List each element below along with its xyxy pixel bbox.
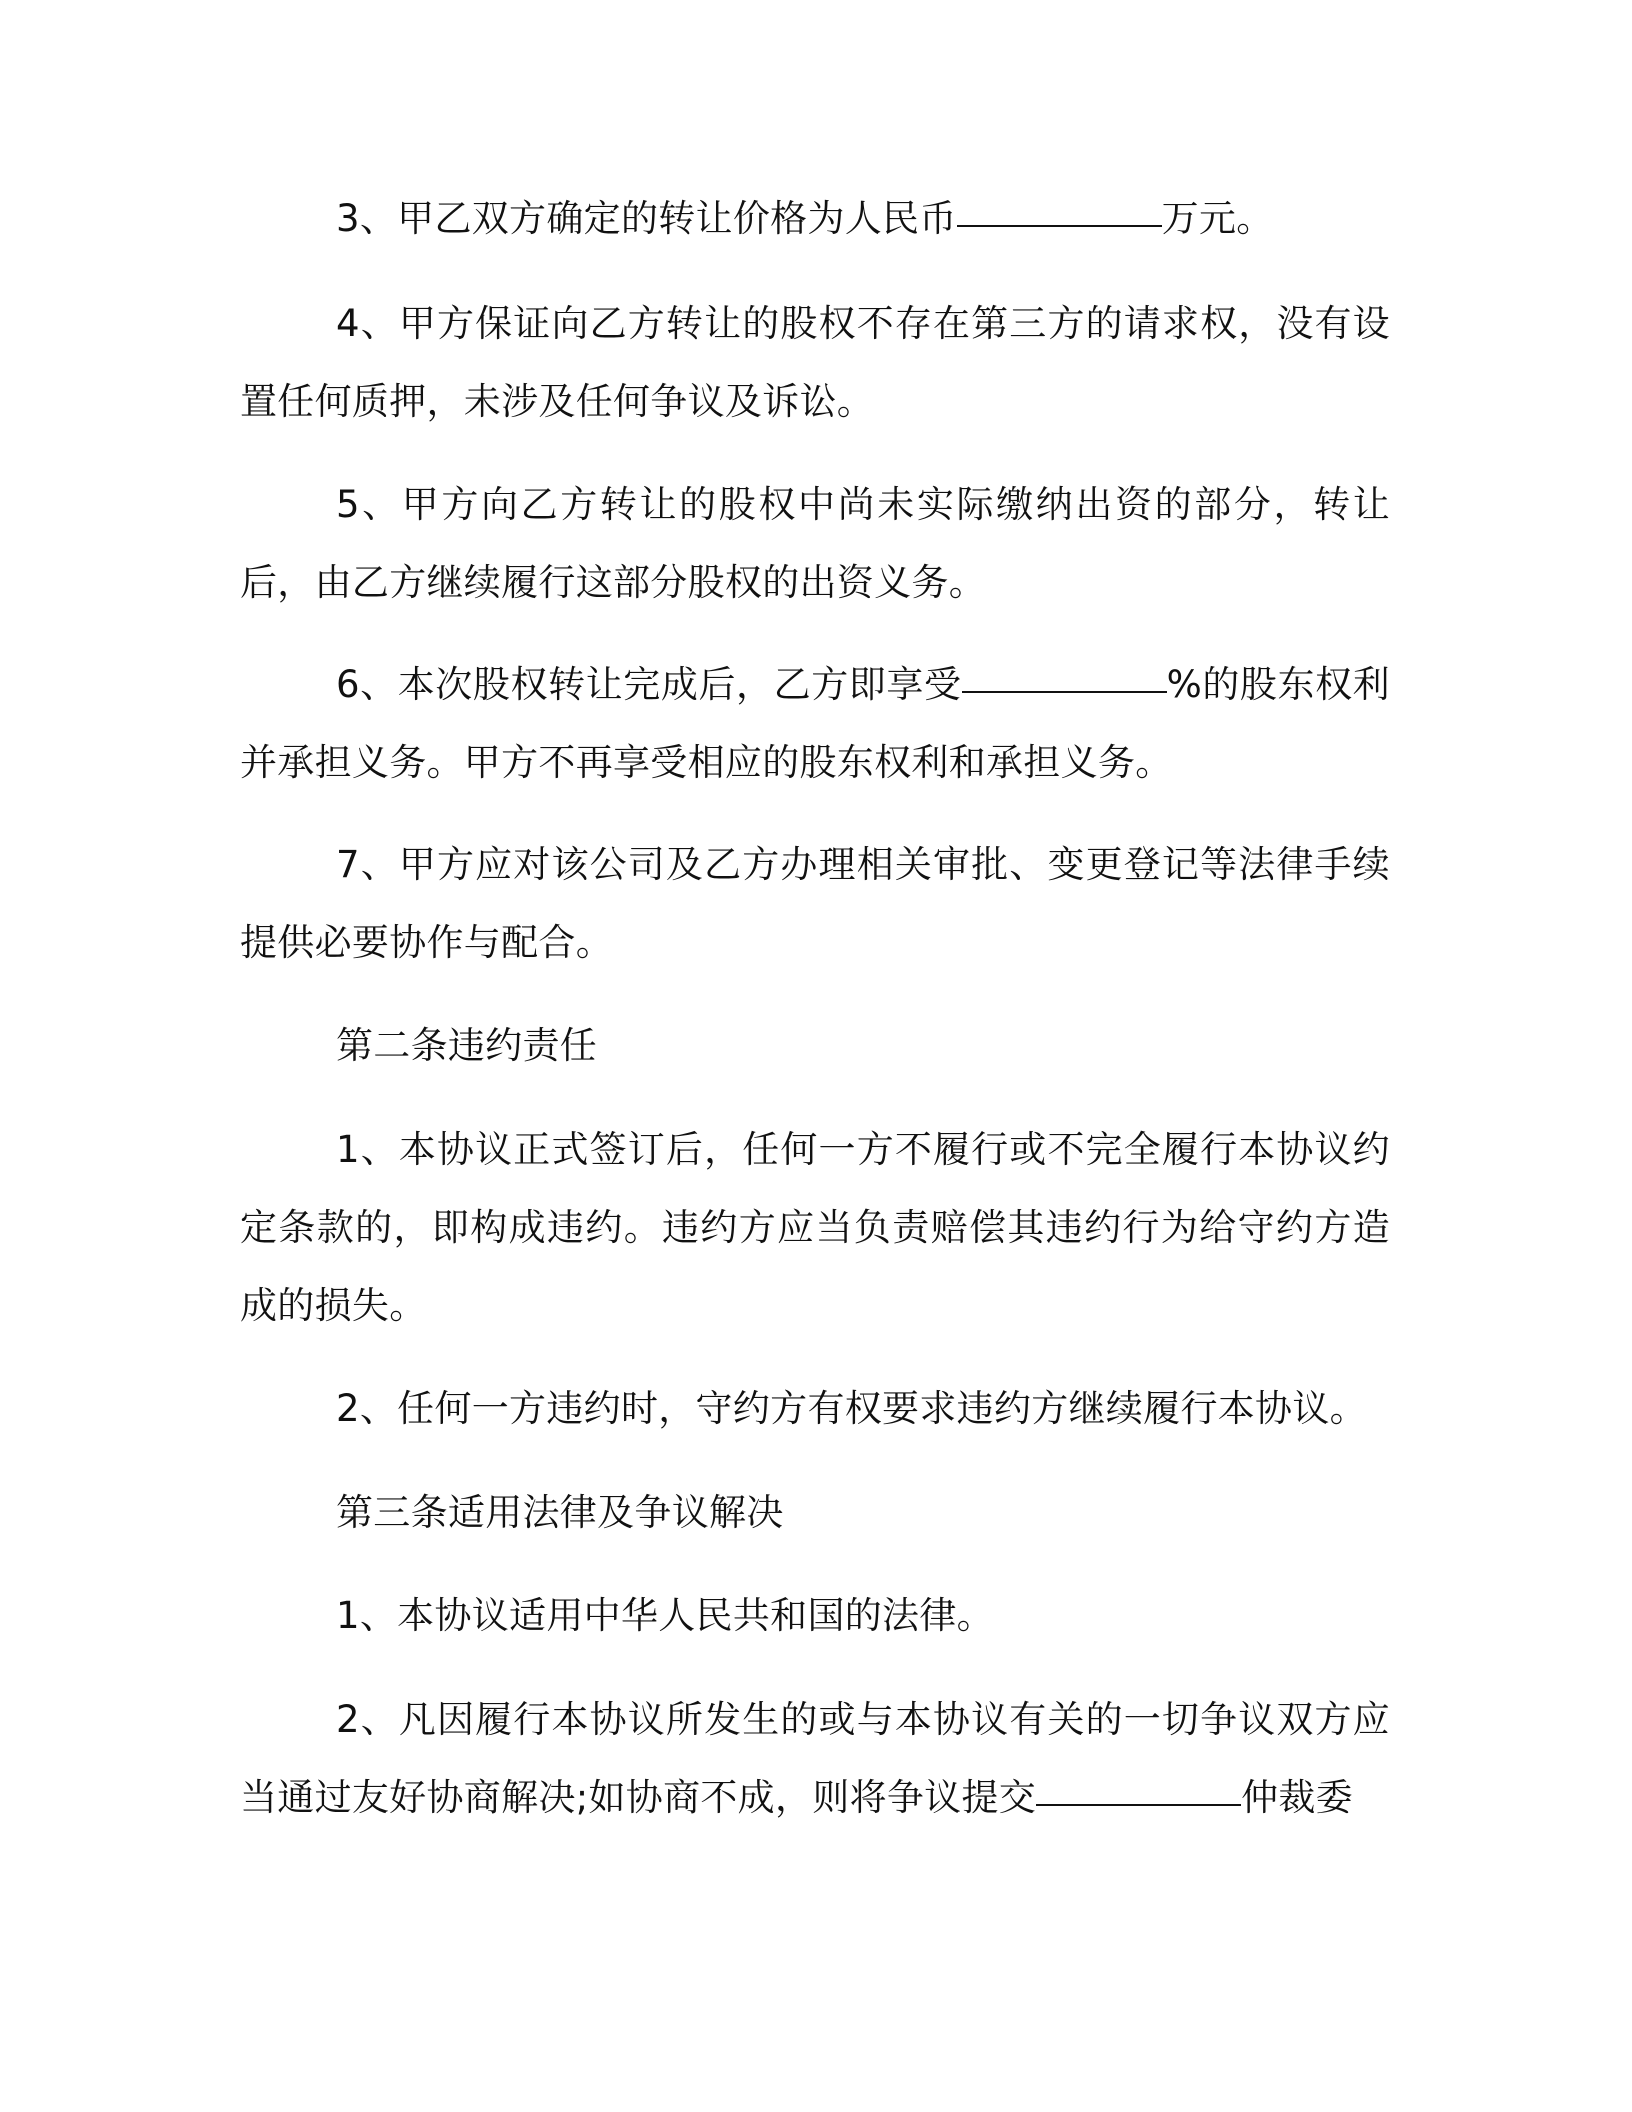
clause-rights-rest: %的股东权利并承担义务。甲方不再享受相应的股东权利和承担义务。 bbox=[240, 663, 1390, 784]
dispute-clause-rest: 仲裁委 bbox=[1241, 1776, 1353, 1819]
arbitration-blank bbox=[1036, 1804, 1241, 1806]
clause-price-text: 3、甲乙双方确定的转让价格为人民币 bbox=[336, 197, 957, 240]
clause-price-unit: 万元。 bbox=[1161, 197, 1274, 240]
breach-clause-one-paragraph: 1、本协议正式签订后，任何一方不履行或不完全履行本协议约定条款的，即构成违约。违约方应当负责赔偿其违约行为给守约方造成的损失。 bbox=[240, 1128, 1390, 1327]
clause-unpaid-capital-paragraph: 5、甲方向乙方转让的股权中尚未实际缴纳出资的部分，转让后，由乙方继续履行这部分股权的出资义务。 bbox=[240, 483, 1390, 604]
clause-rights-text: 6、本次股权转让完成后，乙方即享受 bbox=[336, 663, 962, 706]
breach-clause-two-paragraph: 2、任何一方违约时，守约方有权要求违约方继续履行本协议。 bbox=[336, 1387, 1367, 1430]
dispute-clause-text: 2、凡因履行本协议所发生的或与本协议有关的一切争议双方应当通过友好协商解决;如协商不成，则将争议提交 bbox=[240, 1698, 1390, 1819]
clause-cooperation-paragraph: 7、甲方应对该公司及乙方办理相关审批、变更登记等法律手续提供必要协作与配合。 bbox=[240, 843, 1390, 964]
article-two-heading: 第二条违约责任 bbox=[336, 1024, 598, 1067]
article-three-heading: 第三条适用法律及争议解决 bbox=[336, 1491, 784, 1534]
dispute-clause-paragraph bbox=[240, 1681, 1390, 1837]
percentage-blank bbox=[962, 691, 1167, 693]
clause-price-paragraph bbox=[240, 180, 1390, 258]
law-clause-one-paragraph: 1、本协议适用中华人民共和国的法律。 bbox=[336, 1594, 994, 1637]
clause-guarantee-paragraph: 4、甲方保证向乙方转让的股权不存在第三方的请求权，没有设置任何质押，未涉及任何争议及诉讼。 bbox=[240, 302, 1390, 423]
price-blank bbox=[957, 225, 1162, 227]
clause-shareholder-rights-paragraph bbox=[240, 646, 1390, 802]
